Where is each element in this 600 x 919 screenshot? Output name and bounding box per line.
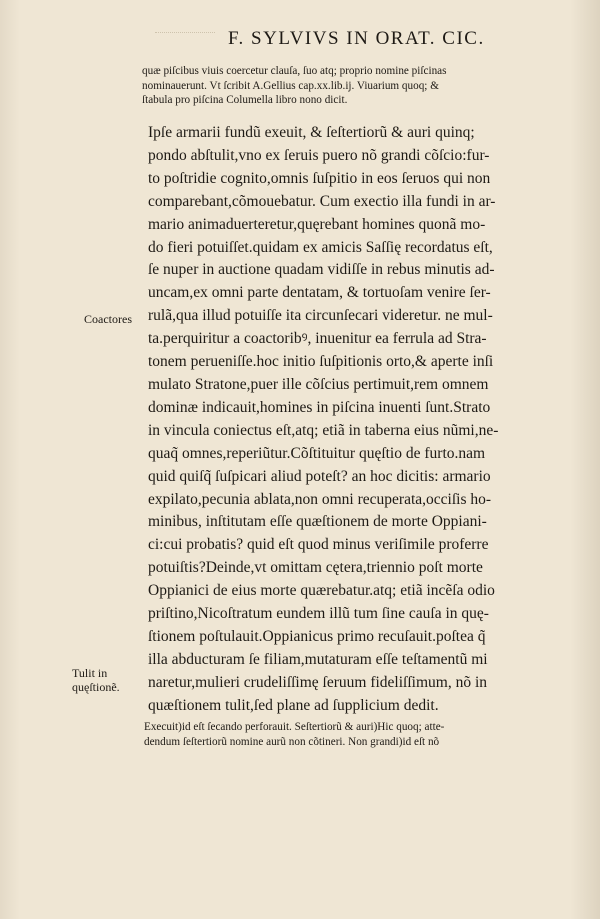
text-line: minibus, inſtitutam eſſe quæſtionem de morte Oppiani- [148,513,487,531]
margin-note-line: Tulit in [72,666,108,680]
commentary-line: ſtabula pro piſcina Columella libro nono dicit. [142,94,348,107]
text-line: expilato,pecunia ablata,non omni recuperata,occiſis ho- [148,490,492,508]
text-line: ta.perquiritur a coactoribꝰ, inuenitur ea ferrula ad Stra- [148,330,487,348]
commentary-line: quæ piſcibus viuis coercetur clauſa, ſuo atq; proprio nomine piſcinas [142,65,447,77]
text-line: quid quiſq̃ ſuſpicari aliud poteſt? an hoc dicitis: armario [148,467,491,485]
margin-note-coactores: Coactores [84,312,132,326]
text-line: ci:cui probatis? quid eſt quod minus veriſimile proferre [148,536,489,554]
text-line: to poſtridie cognito,omnis ſuſpitio in eos ſeruos qui non [148,169,491,187]
commentary-top [142,64,582,108]
main-text-block [148,122,580,718]
text-line: naretur,mulieri crudeliſſimę ſeruum fideliſſimum, nõ in [148,673,488,691]
text-line: quæſtionem tulit,ſed plane ad ſupplicium dedit. [148,696,439,714]
text-line: rulã,qua illud potuiſſe ita circunſecari videretur. ne mul- [148,307,493,325]
text-line: do fieri potuiſſet.quidam ex amicis Saſſię recordatus eſt, [148,238,493,256]
gutter-shadow [0,0,20,919]
text-line: mario animaduerteretur,quęrebant homines quonã mo- [148,215,486,233]
text-line: in vincula coniectus eſt,atq; etiã in taberna eius nũmi,ne- [148,421,499,439]
show-through-mark [155,32,215,45]
text-line: tonem perueniſſe.hoc initio ſuſpitionis orto,& aperte inſi [148,353,494,371]
text-line: Oppianici de eius morte quærebatur.atq; etiã incẽſa odio [148,582,495,600]
commentary-bottom [144,720,584,749]
text-line: comparebant,cõmouebatur. Cum exectio illa fundi in ar- [148,192,496,210]
text-line: illa abducturam ſe filiam,mutaturam eſſe teſtamentũ mi [148,650,488,668]
commentary-line: nominauerunt. Vt ſcribit A.Gellius cap.xx.lib.ij. Viuarium quoq; & [142,79,439,92]
text-line: dominæ indicauit,homines in piſcina inuenti ſunt.Strato [148,398,491,416]
margin-note-tulit [72,666,120,694]
text-line: Ipſe armarii fundũ exeuit, & ſeſtertiorũ & auri quinq; [148,124,475,141]
text-line: ſe nuper in auctione quadam vidiſſe in rebus minutis ad- [148,261,495,279]
text-line: pondo abſtulit,vno ex ſeruis puero nõ grandi cõſcio:fur- [148,146,490,164]
commentary-line: dendum ſeſtertiorũ nomine aurũ non cõtineri. Non grandi)id eſt nõ [144,735,440,748]
text-line: potuiſtis?Deinde,vt omittam cętera,triennio poſt morte [148,559,483,577]
text-line: ſtionem poſtulauit.Oppianicus primo recuſauit.poſtea q̃ [148,627,486,645]
text-line: priſtino,Nicoſtratum eundem illũ tum ſine cauſa in quę- [148,605,489,623]
running-head: F. SYLVIVS IN ORAT. CIC. [228,28,485,49]
text-line: quaq̃ omnes,reperiũtur.Cõſtituitur quęſtio de furto.nam [148,444,486,462]
text-line: uncam,ex omni parte dentatam, & tortuoſam venire ſer- [148,284,491,302]
text-line: mulato Stratone,puer ille cõſcius pertimuit,rem omnem [148,375,489,393]
margin-note-line: quęſtionẽ. [72,680,120,694]
commentary-line: Execuit)id eſt ſecando perforauit. Seſtertiorũ & auri)Hic quoq; atte- [144,721,445,733]
